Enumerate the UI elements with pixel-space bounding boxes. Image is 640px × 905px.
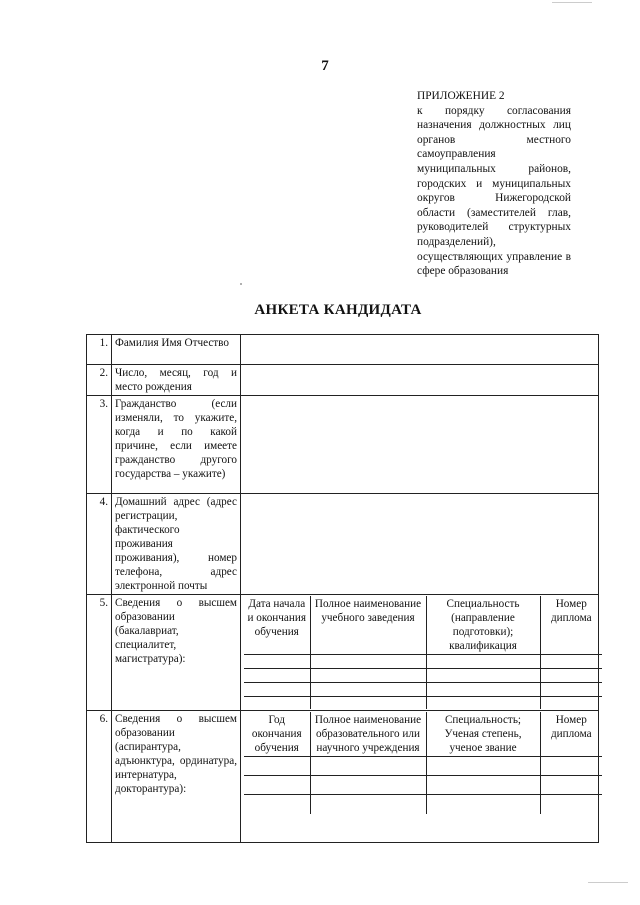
- candidate-form-table: [86, 334, 599, 843]
- blank-cell[interactable]: [244, 795, 310, 814]
- blank-cell[interactable]: [244, 683, 310, 697]
- row-label-birth: Число, месяц, год и место рождения: [112, 365, 241, 396]
- blank-cell[interactable]: [426, 795, 540, 814]
- blank-cell[interactable]: [310, 795, 426, 814]
- blank-cell[interactable]: [310, 776, 426, 795]
- scan-edge-mark: [552, 2, 592, 3]
- subtable-blank-row: [244, 669, 602, 683]
- blank-cell[interactable]: [244, 776, 310, 795]
- blank-cell[interactable]: [244, 697, 310, 710]
- page-number: 7: [321, 58, 329, 74]
- row-label-postgraduate-education: Сведения о высшем образовании (аспирантура, адъюнктура, ординатура, интернатура, докторантура):: [112, 711, 241, 843]
- subtable-blank-row: [244, 697, 602, 710]
- appendix-heading: ПРИЛОЖЕНИЕ 2: [417, 90, 505, 102]
- blank-cell[interactable]: [426, 697, 540, 710]
- row-label-address: Домашний адрес (адрес регистрации, фактического проживания проживания), номер телефона, адрес электронной почты: [112, 494, 241, 595]
- higher-education-subtable: [244, 596, 602, 709]
- header-institution-name: Полное наименование учебного заведения: [310, 596, 426, 655]
- blank-cell[interactable]: [540, 795, 602, 814]
- row-number: 1.: [87, 335, 112, 365]
- blank-cell[interactable]: [540, 776, 602, 795]
- form-row-3: [87, 396, 599, 494]
- subtable-header: [244, 596, 602, 655]
- row-number: 6.: [87, 711, 112, 843]
- subtable-blank-row: [244, 683, 602, 697]
- blank-cell[interactable]: [244, 655, 310, 669]
- header-graduation-year: Год окончания обучения: [244, 712, 310, 757]
- form-row-1: [87, 335, 599, 365]
- address-field[interactable]: [241, 494, 599, 595]
- blank-cell[interactable]: [426, 776, 540, 795]
- subtable-blank-row: [244, 795, 602, 814]
- blank-cell[interactable]: [426, 757, 540, 776]
- blank-cell[interactable]: [540, 697, 602, 710]
- row-number: 4.: [87, 494, 112, 595]
- row-number: 5.: [87, 595, 112, 711]
- appendix-block: [417, 89, 571, 279]
- blank-cell[interactable]: [244, 669, 310, 683]
- blank-cell[interactable]: [540, 655, 602, 669]
- full-name-field[interactable]: [241, 335, 599, 365]
- row-number: 2.: [87, 365, 112, 396]
- blank-cell[interactable]: [426, 669, 540, 683]
- header-specialty-degree: Специальность; Ученая степень, ученое звание: [426, 712, 540, 757]
- subtable-blank-row: [244, 655, 602, 669]
- form-title: АНКЕТА КАНДИДАТА: [254, 302, 422, 318]
- form-row-5: [87, 595, 599, 711]
- blank-cell[interactable]: [540, 683, 602, 697]
- header-diploma-number: Номер диплома: [540, 712, 602, 757]
- appendix-text: к порядку согласования назначения должностных лиц органов местного самоуправления муниципальных районов, городских и муниципальных округов Нижегородской области (заместителей глав, руководителей структурных подразделений), осуществляющих управление в сфере образования: [417, 104, 571, 278]
- scan-dot: [240, 283, 242, 285]
- blank-cell[interactable]: [310, 697, 426, 710]
- form-row-4: [87, 494, 599, 595]
- header-study-dates: Дата начала и окончания обучения: [244, 596, 310, 655]
- row-label-citizenship: Гражданство (если изменяли, то укажите, когда и по какой причине, если имеете гражданство другого государства – укажите): [112, 396, 241, 494]
- subtable-blank-row: [244, 776, 602, 795]
- row-label-higher-education: Сведения о высшем образовании (бакалавриат, специалитет, магистратура):: [112, 595, 241, 711]
- form-row-2: [87, 365, 599, 396]
- blank-cell[interactable]: [540, 757, 602, 776]
- blank-cell[interactable]: [310, 683, 426, 697]
- blank-cell[interactable]: [310, 655, 426, 669]
- blank-cell[interactable]: [426, 655, 540, 669]
- header-specialty: Специальность (направление подготовки); квалификация: [426, 596, 540, 655]
- blank-cell[interactable]: [244, 757, 310, 776]
- blank-cell[interactable]: [310, 669, 426, 683]
- header-diploma-number: Номер диплома: [540, 596, 602, 655]
- higher-education-subtable-cell: [241, 595, 599, 711]
- postgraduate-subtable: [244, 712, 602, 814]
- row-label-full-name: Фамилия Имя Отчество: [112, 335, 241, 365]
- blank-cell[interactable]: [426, 683, 540, 697]
- form-row-6: [87, 711, 599, 843]
- header-institution-name: Полное наименование образовательного или научного учреждения: [310, 712, 426, 757]
- scan-edge-mark: [588, 882, 628, 883]
- subtable-header: [244, 712, 602, 757]
- blank-cell[interactable]: [310, 757, 426, 776]
- subtable-blank-row: [244, 757, 602, 776]
- citizenship-field[interactable]: [241, 396, 599, 494]
- postgraduate-subtable-cell: [241, 711, 599, 843]
- row-number: 3.: [87, 396, 112, 494]
- blank-cell[interactable]: [540, 669, 602, 683]
- birth-field[interactable]: [241, 365, 599, 396]
